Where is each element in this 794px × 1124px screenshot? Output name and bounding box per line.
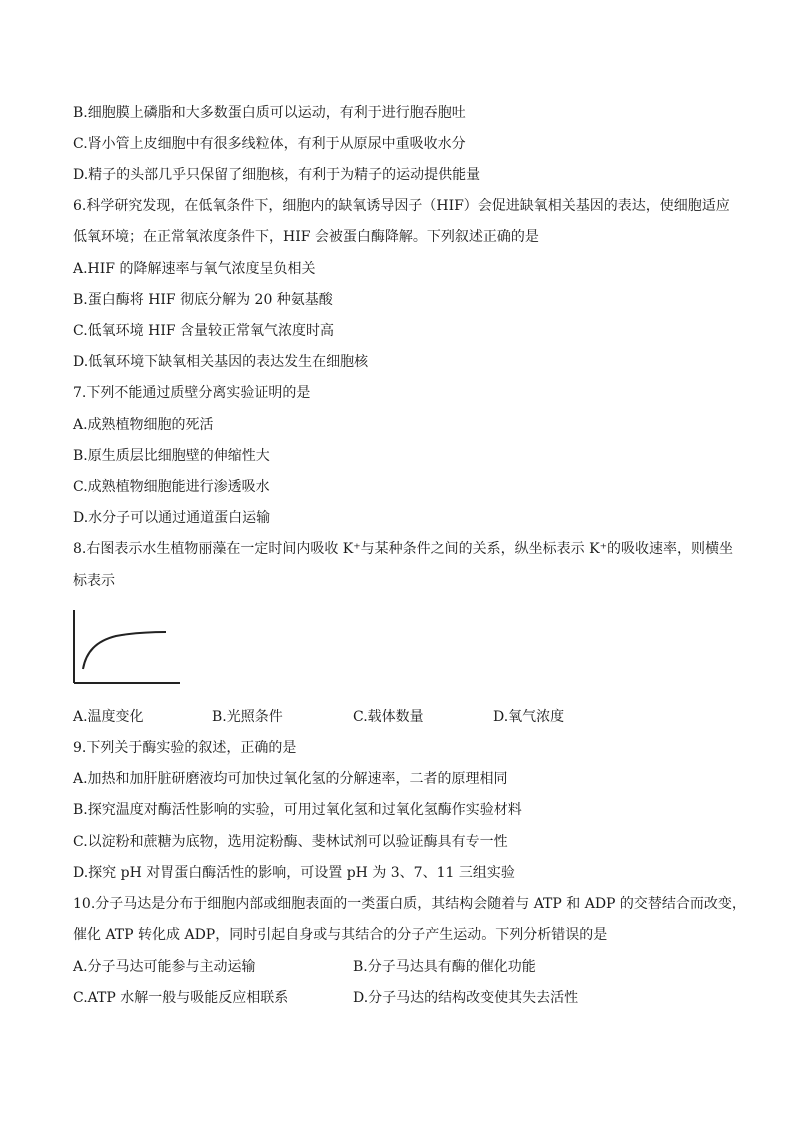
q5-option-b: B.细胞膜上磷脂和大多数蛋白质可以运动，有利于进行胞吞胞吐: [73, 105, 466, 121]
q8-option-a: A.温度变化: [73, 709, 144, 725]
q7-option-b: B.原生质层比细胞壁的伸缩性大: [73, 448, 270, 464]
q6-option-d: D.低氧环境下缺氧相关基因的表达发生在细胞核: [73, 354, 369, 370]
q9-option-c: C.以淀粉和蔗糖为底物，选用淀粉酶、斐林试剂可以验证酶具有专一性: [73, 834, 508, 850]
uptake-curve: [83, 632, 166, 669]
q10-option-b: B.分子马达具有酶的催化功能: [353, 959, 536, 975]
q7-option-c: C.成熟植物细胞能进行渗透吸水: [73, 479, 270, 495]
q10-stem-line-1: 10.分子马达是分布于细胞内部或细胞表面的一类蛋白质，其结构会随着与 ATP 和 ADP 的交替结合而改变，: [73, 896, 746, 912]
q5-option-c: C.肾小管上皮细胞中有很多线粒体，有利于从原尿中重吸收水分: [73, 136, 466, 152]
q10-stem-line-2: 催化 ATP 转化成 ADP，同时引起自身或与其结合的分子产生运动。下列分析错误的是: [73, 927, 608, 943]
q9-option-b: B.探究温度对酶活性影响的实验，可用过氧化氢和过氧化氢酶作实验材料: [73, 802, 522, 818]
q8-option-d: D.氧气浓度: [493, 709, 565, 725]
q6-option-b: B.蛋白酶将 HIF 彻底分解为 20 种氨基酸: [73, 292, 333, 308]
q9-option-a: A.加热和加肝脏研磨液均可加快过氧化氢的分解速率，二者的原理相同: [73, 771, 508, 787]
q6-option-a: A.HIF 的降解速率与氧气浓度呈负相关: [73, 261, 316, 277]
q7-stem: 7.下列不能通过质壁分离实验证明的是: [73, 385, 311, 401]
q8-stem-line-1: 8.右图表示水生植物丽藻在一定时间内吸收 K⁺与某种条件之间的关系，纵坐标表示 K⁺的吸收速率，则横坐: [73, 541, 733, 557]
q8-curve-figure: [72, 606, 182, 688]
q6-option-c: C.低氧环境 HIF 含量较正常氧气浓度时高: [73, 323, 335, 339]
q10-option-d: D.分子马达的结构改变使其失去活性: [353, 990, 579, 1006]
q9-option-d: D.探究 pH 对胃蛋白酶活性的影响，可设置 pH 为 3、7、11 三组实验: [73, 865, 515, 881]
q8-option-c: C.载体数量: [353, 709, 424, 725]
q8-stem-line-2: 标表示: [73, 573, 115, 589]
q10-option-a: A.分子马达可能参与主动运输: [73, 959, 256, 975]
q9-stem: 9.下列关于酶实验的叙述，正确的是: [73, 740, 297, 756]
q7-option-d: D.水分子可以通过通道蛋白运输: [73, 510, 271, 526]
q6-stem-line-1: 6.科学研究发现，在低氧条件下，细胞内的缺氧诱导因子（HIF）会促进缺氧相关基因的表达，使细胞适应: [73, 198, 730, 214]
q5-option-d: D.精子的头部几乎只保留了细胞核，有利于为精子的运动提供能量: [73, 167, 481, 183]
q10-option-c: C.ATP 水解一般与吸能反应相联系: [73, 990, 289, 1006]
q8-option-b: B.光照条件: [212, 709, 283, 725]
q6-stem-line-2: 低氧环境；在正常氧浓度条件下，HIF 会被蛋白酶降解。下列叙述正确的是: [73, 229, 539, 245]
q7-option-a: A.成熟植物细胞的死活: [73, 417, 214, 433]
